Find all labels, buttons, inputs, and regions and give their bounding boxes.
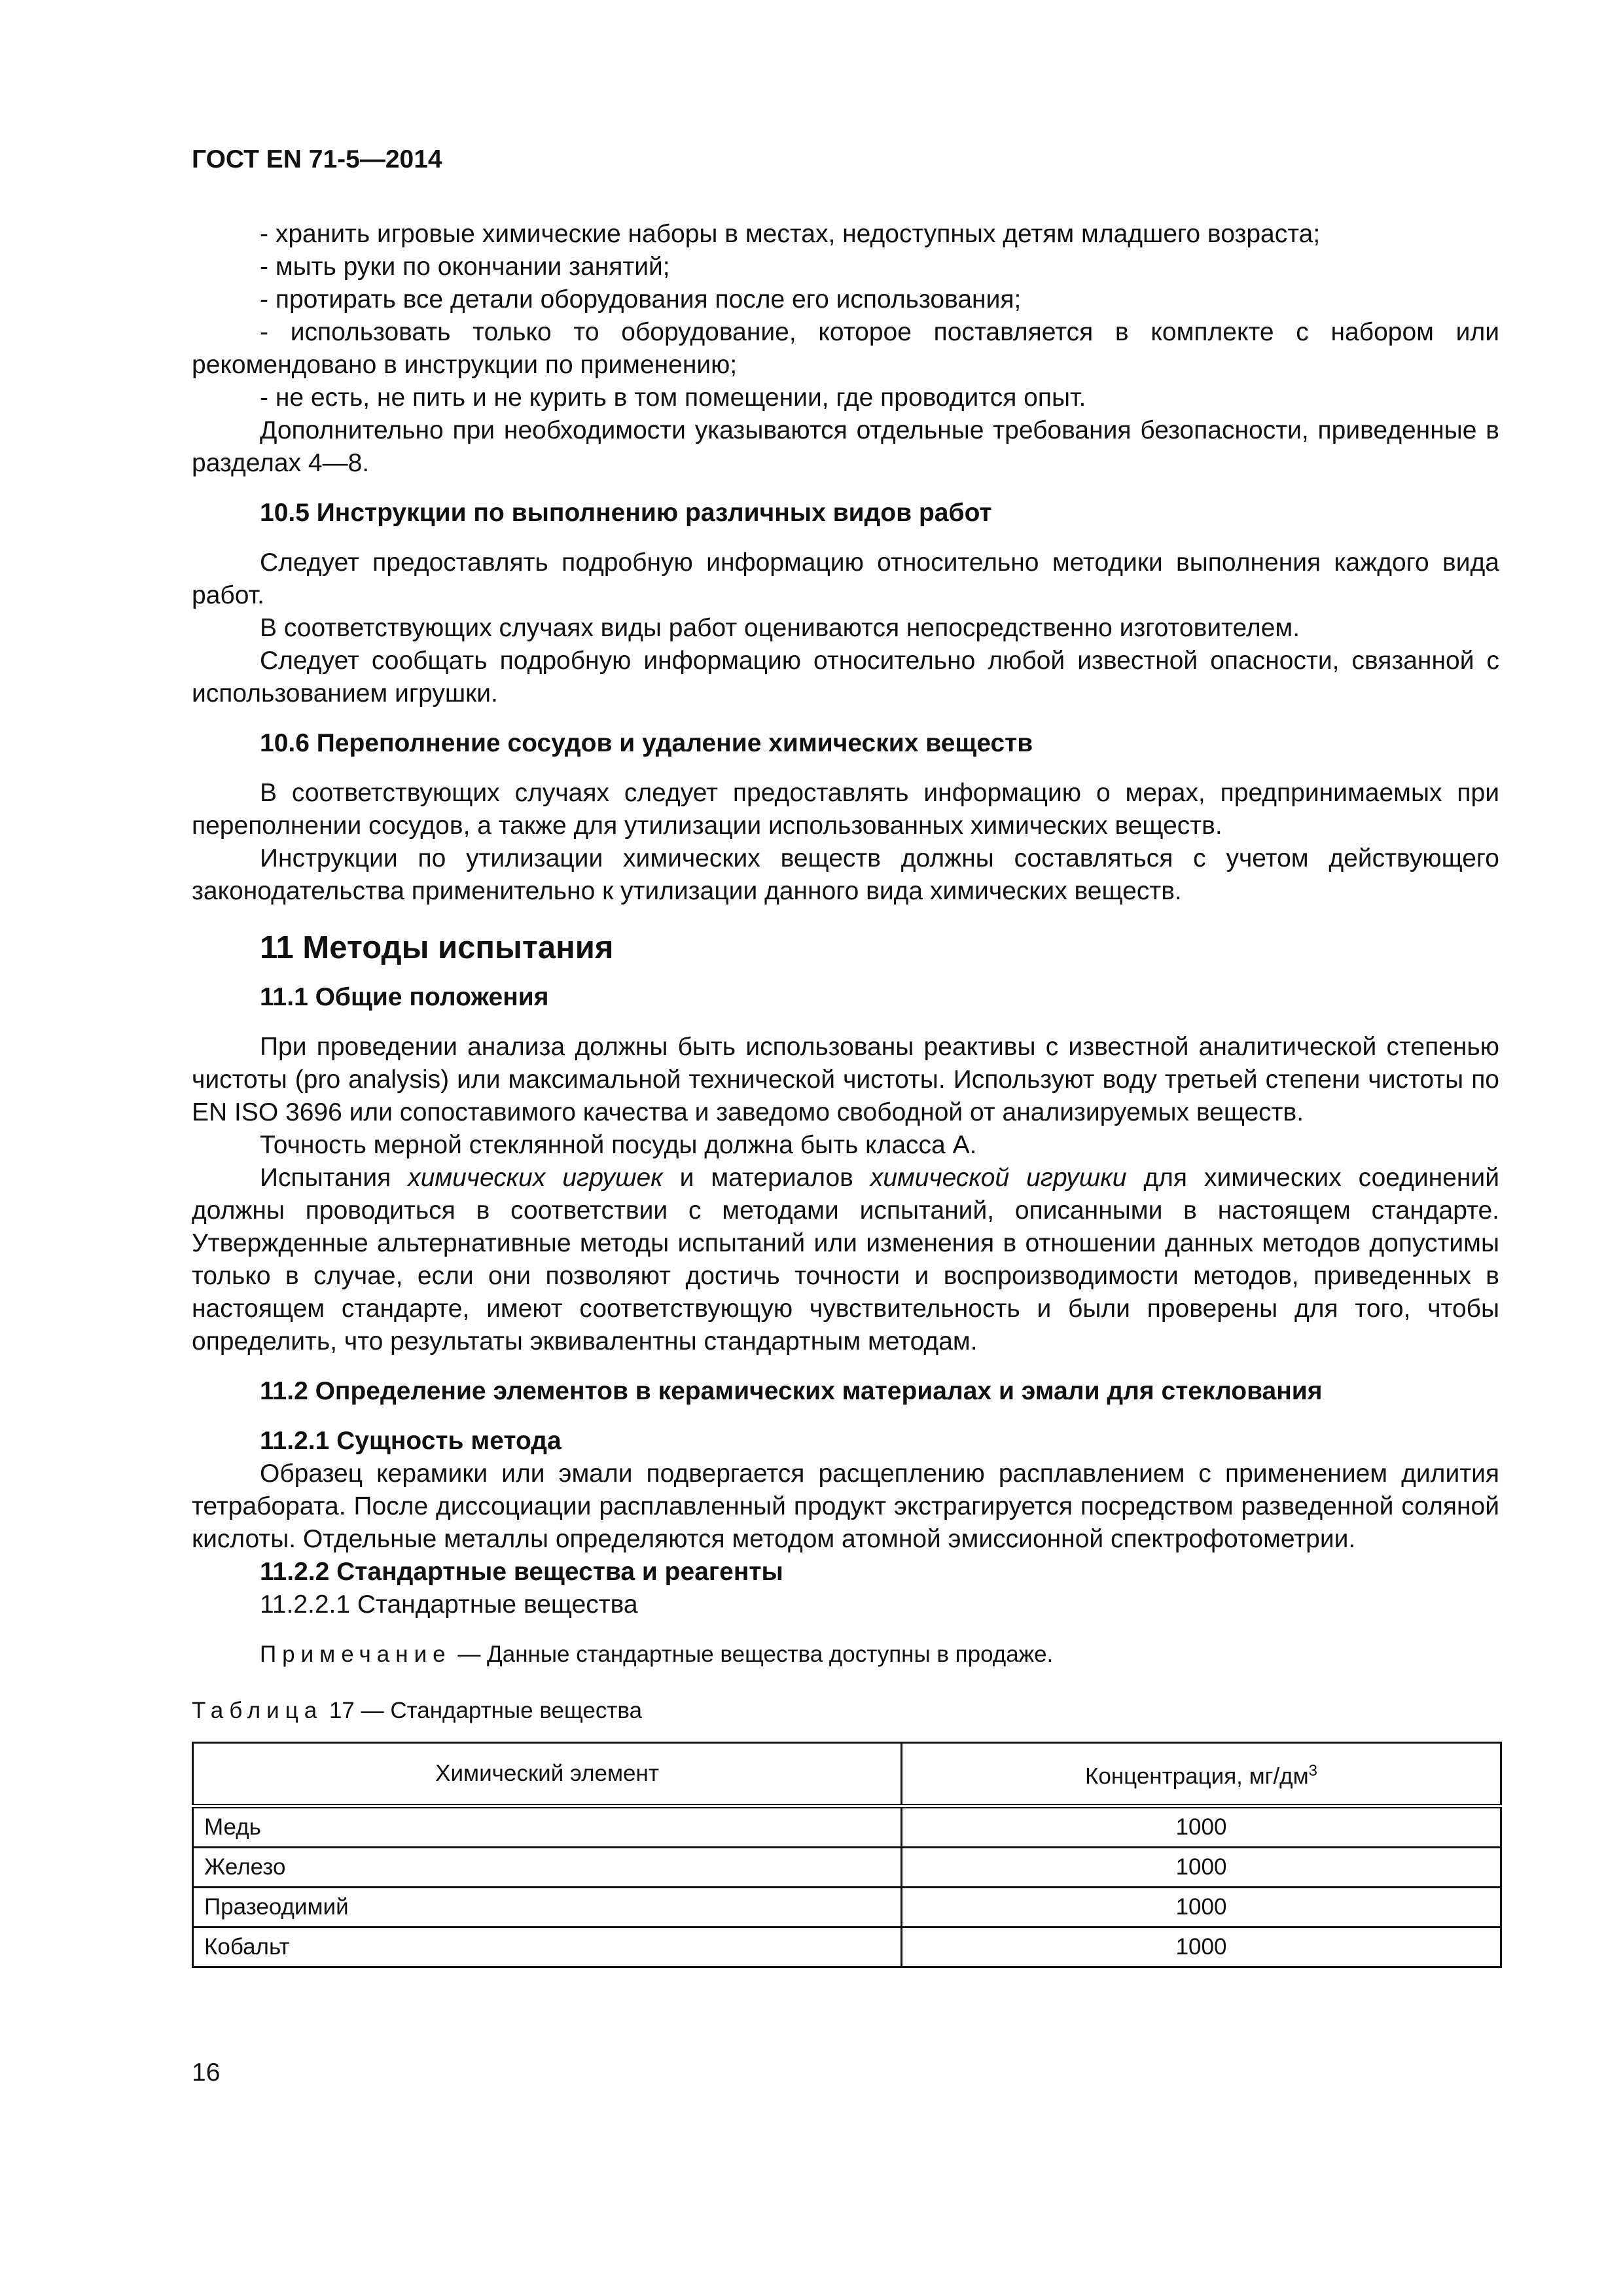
- table-header-element: Химический элемент: [193, 1743, 902, 1806]
- table-cell-value: 1000: [902, 1888, 1501, 1928]
- italic-term: химических игрушек: [408, 1164, 663, 1192]
- paragraph: Дополнительно при необходимости указываются отдельные требования безопасности, приведенные в разделах 4—8.: [192, 416, 1499, 477]
- paragraph: При проведении анализа должны быть использованы реактивы с известной аналитической степенью чистоты (pro analysis) или максимальной технической чистоты. Используют воду третьей степени чистоты по EN ISO 3696 или сопоставимого качества и заведомо свободной от анализируемых веществ.: [192, 1033, 1499, 1126]
- list-item: - протирать все детали оборудования после его использования;: [260, 285, 1022, 314]
- table-cell-element: Медь: [193, 1806, 902, 1848]
- table-cell-element: Железо: [193, 1848, 902, 1888]
- table-row: [193, 1888, 1501, 1928]
- paragraph: Точность мерной стеклянной посуды должна быть класса А.: [260, 1131, 977, 1159]
- table-row: [193, 1848, 1501, 1888]
- document-body: [192, 218, 1499, 1968]
- table-caption-label: Таблица: [192, 1698, 323, 1723]
- document-header: ГОСТ EN 71-5—2014: [192, 145, 442, 173]
- note-label: Примечание: [260, 1641, 452, 1667]
- table-row: [193, 1928, 1501, 1967]
- table-row: [193, 1806, 1501, 1848]
- list-item: - не есть, не пить и не курить в том помещении, где проводится опыт.: [260, 384, 1086, 412]
- section-heading-11: 11 Методы испытания: [260, 930, 614, 965]
- section-heading-11-2: 11.2 Определение элементов в керамических материалах и эмали для стеклования: [260, 1377, 1323, 1405]
- section-heading-11-1: 11.1 Общие положения: [260, 983, 549, 1011]
- subsection-11-2-2-1: 11.2.2.1 Стандартные вещества: [260, 1590, 638, 1619]
- table-cell-value: 1000: [902, 1806, 1501, 1848]
- paragraph: В соответствующих случаях следует предоставлять информацию о мерах, предпринимаемых при переполнении сосудов, а также для утилизации использованных химических веществ.: [192, 779, 1499, 840]
- paragraph: Инструкции по утилизации химических веществ должны составляться с учетом действующего законодательства применительно к утилизации данного вида химических веществ.: [192, 844, 1499, 905]
- table-cell-value: 1000: [902, 1848, 1501, 1888]
- italic-term: химической игрушки: [870, 1164, 1127, 1192]
- section-heading-10-5: 10.5 Инструкции по выполнению различных видов работ: [260, 499, 992, 527]
- table-cell-value: 1000: [902, 1928, 1501, 1967]
- list-item: - хранить игровые химические наборы в местах, недоступных детям младшего возраста;: [260, 220, 1321, 248]
- table-caption: Таблица 17 — Стандартные вещества: [192, 1698, 643, 1723]
- paragraph: Следует сообщать подробную информацию относительно любой известной опасности, связанной с использованием игрушки.: [192, 647, 1499, 708]
- paragraph: В соответствующих случаях виды работ оцениваются непосредственно изготовителем.: [260, 614, 1300, 642]
- table-cell-element: Кобальт: [193, 1928, 902, 1967]
- table-header-concentration: Концентрация, $мг/дм^3$: [902, 1743, 1501, 1806]
- section-heading-11-2-2: 11.2.2 Стандартные вещества и реагенты: [260, 1558, 783, 1586]
- list-item: - мыть руки по окончании занятий;: [260, 253, 670, 281]
- paragraph: Следует предоставлять подробную информацию относительно методики выполнения каждого вида работ.: [192, 548, 1499, 609]
- list-item: - использовать только то оборудование, которое поставляется в комплекте с набором или рекомендовано в инструкции по применению;: [192, 318, 1499, 379]
- standard-substances-table: [192, 1742, 1502, 1968]
- note: Примечание — Данные стандартные вещества доступны в продаже.: [260, 1641, 1054, 1667]
- page-number: 16: [192, 2058, 221, 2087]
- paragraph: Испытания химических игрушек и материалов химической игрушки для химических соединений должны проводиться в соответствии с методами испытаний, описанными в настоящем стандарте. Утвержденные альтернативные методы испытаний или изменения в отношении данных методов допустимы только в случае, если они позволяют достичь точности и воспроизводимости методов, приведенных в настоящем стандарте, имеют соответствующую чувствительность и были проверены для того, чтобы определить, что результаты эквивалентны стандартным методам.: [192, 1164, 1500, 1355]
- paragraph: Образец керамики или эмали подвергается расщеплению расплавлением с применением дилития тетрабората. После диссоциации расплавленный продукт экстрагируется посредством разведенной соляной кислоты. Отдельные металлы определяются методом атомной эмиссионной спектрофотометрии.: [192, 1460, 1499, 1553]
- section-heading-11-2-1: 11.2.1 Сущность метода: [260, 1427, 562, 1455]
- table-cell-element: Празеодимий: [193, 1888, 902, 1928]
- section-heading-10-6: 10.6 Переполнение сосудов и удаление химических веществ: [260, 729, 1033, 757]
